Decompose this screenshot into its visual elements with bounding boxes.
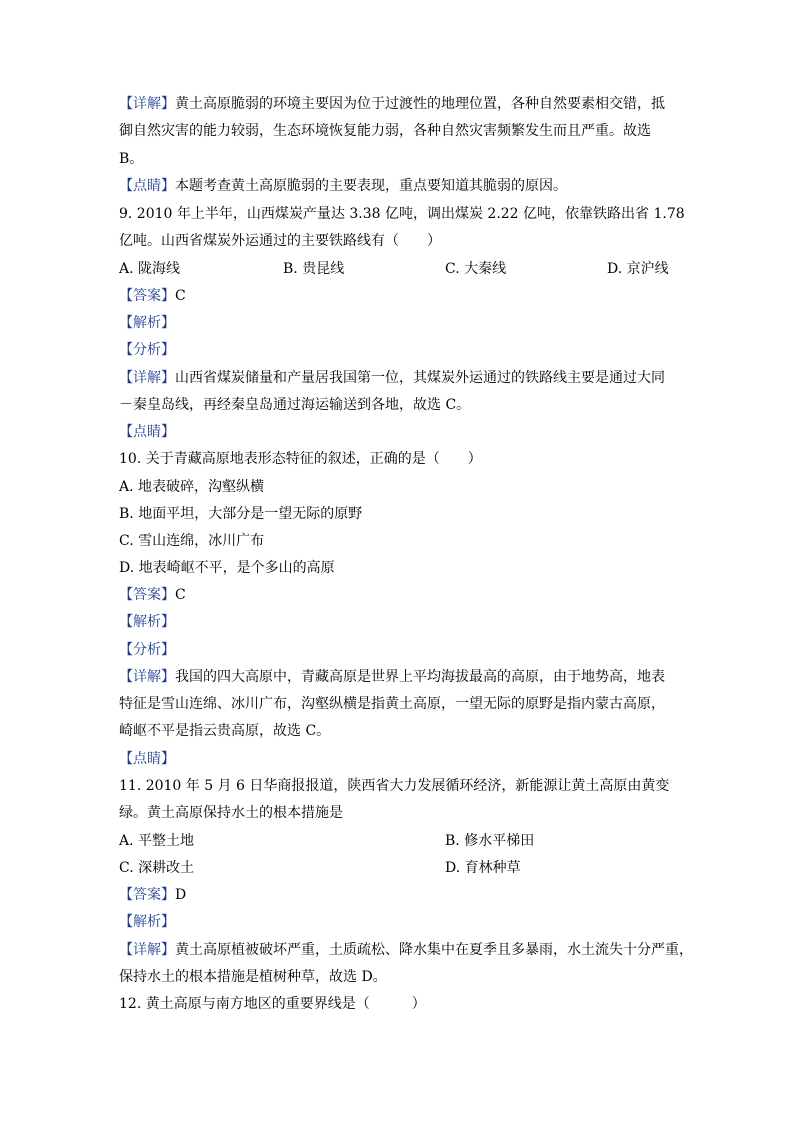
q9-stem-line-2: 亿吨。山西省煤炭外运通过的主要铁路线有（ ） — [119, 233, 441, 249]
q9-option-a: A. 陇海线 — [119, 261, 181, 277]
q11-answer: 【答案】D — [119, 887, 187, 903]
q8-comment: 【点睛】本题考查黄土高原脆弱的主要表现，重点要知道其脆弱的原因。 — [119, 178, 567, 194]
q10-detail-line-3: 崎岖不平是指云贵高原，故选 C。 — [119, 723, 331, 739]
q10-fenxi: 【分析】 — [119, 642, 175, 658]
q11-option-b: B. 修水平梯田 — [445, 833, 535, 849]
q11-detail-line-2: 保持水土的根本措施是植树种草，故选 D。 — [119, 969, 387, 985]
q9-option-c: C. 大秦线 — [445, 261, 507, 277]
q10-answer: 【答案】C — [119, 587, 186, 603]
q11-detail-line-1: 【详解】黄土高原植被破坏严重，土质疏松、降水集中在夏季且多暴雨，水土流失十分严重， — [119, 942, 693, 958]
q9-stem-line-1: 9. 2010 年上半年，山西煤炭产量达 3.38 亿吨，调出煤炭 2.22 亿吨，依靠铁路出省 1.78 — [119, 206, 685, 222]
answer-tag: 【答案】 — [119, 288, 175, 304]
q9-detail-line-1: 【详解】山西省煤炭储量和产量居我国第一位，其煤炭外运通过的铁路线主要是通过大同 — [119, 370, 665, 386]
q11-option-c: C. 深耕改土 — [119, 860, 195, 876]
q10-stem: 10. 关于青藏高原地表形态特征的叙述，正确的是（ ） — [119, 451, 482, 467]
q10-detail-line-1: 【详解】我国的四大高原中，青藏高原是世界上平均海拔最高的高原，由于地势高，地表 — [119, 669, 665, 685]
q11-analysis: 【解析】 — [119, 914, 175, 930]
q9-fenxi: 【分析】 — [119, 342, 175, 358]
q10-option-c: C. 雪山连绵，冰川广布 — [119, 533, 265, 549]
q8-detail-line-3: B。 — [119, 151, 144, 167]
q10-option-a: A. 地表破碎，沟壑纵横 — [119, 479, 265, 495]
q10-option-b: B. 地面平坦，大部分是一望无际的原野 — [119, 506, 363, 522]
detail-tag: 【详解】 — [119, 96, 175, 112]
q9-option-b: B. 贵昆线 — [283, 261, 345, 277]
q8-detail-line-1: 【详解】黄土高原脆弱的环境主要因为位于过渡性的地理位置，各种自然要素相交错，抵 — [119, 96, 665, 112]
q9-comment: 【点睛】 — [119, 424, 175, 440]
q11-stem-line-2: 绿。黄土高原保持水土的根本措施是 — [119, 805, 343, 821]
q11-option-d: D. 育林种草 — [445, 860, 521, 876]
comment-tag: 【点睛】 — [119, 178, 175, 194]
q10-detail-line-2: 特征是雪山连绵、冰川广布，沟壑纵横是指黄土高原，一望无际的原野是指内蒙古高原， — [119, 696, 665, 712]
q11-stem-line-1: 11. 2010 年 5 月 6 日华商报报道，陕西省大力发展循环经济，新能源让黄土高原由黄变 — [119, 778, 670, 794]
q9-answer: 【答案】C — [119, 288, 186, 304]
q12-stem: 12. 黄土高原与南方地区的重要界线是（ ） — [119, 996, 426, 1012]
q10-option-d: D. 地表崎岖不平，是个多山的高原 — [119, 560, 335, 576]
q9-analysis: 【解析】 — [119, 315, 175, 331]
q10-comment: 【点睛】 — [119, 751, 175, 767]
q9-detail-line-2: －秦皇岛线，再经秦皇岛通过海运输送到各地，故选 C。 — [119, 397, 471, 413]
q10-analysis: 【解析】 — [119, 614, 175, 630]
q9-option-d: D. 京沪线 — [607, 261, 669, 277]
q8-detail-line-2: 御自然灾害的能力较弱，生态环境恢复能力弱，各种自然灾害频繁发生而且严重。故选 — [119, 123, 651, 139]
q11-option-a: A. 平整土地 — [119, 833, 195, 849]
